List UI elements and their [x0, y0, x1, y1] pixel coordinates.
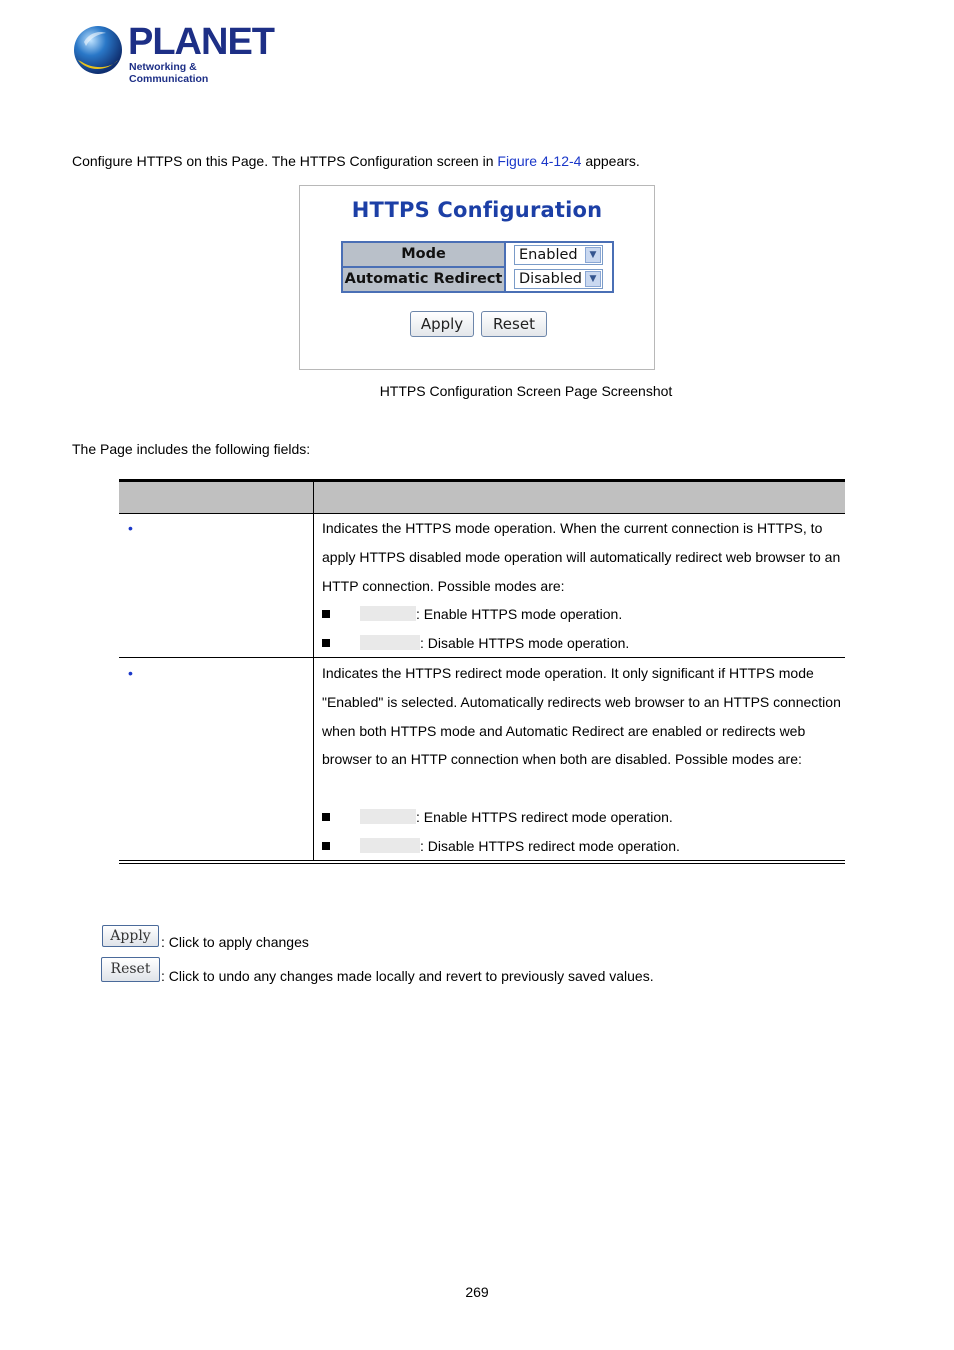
list-item	[322, 633, 629, 653]
bullet-icon: •	[128, 665, 133, 681]
list-item	[322, 807, 673, 827]
brand-tagline: Networking & Communication	[129, 61, 209, 85]
square-bullet-icon	[322, 813, 330, 821]
redacted-value	[360, 838, 420, 853]
redirect-select[interactable]	[514, 269, 603, 289]
planet-logo	[72, 21, 274, 85]
mode-row	[343, 243, 612, 267]
list-item	[322, 836, 680, 856]
mode-description: Indicates the HTTPS mode operation. When the current connection is HTTPS, to apply HTTPS disabled mode operation will automatically redirect web browser to an HTTP connection. Possible modes are:	[322, 520, 841, 594]
legend-apply-text: : Click to apply changes	[161, 934, 309, 950]
mode-value: Enabled	[519, 247, 578, 263]
https-config-screenshot	[299, 185, 655, 370]
square-bullet-icon	[322, 610, 330, 618]
table-header	[119, 482, 845, 513]
redacted-value	[360, 606, 416, 621]
intro-text	[72, 153, 640, 169]
fields-intro: The Page includes the following fields:	[72, 441, 311, 457]
chevron-down-icon: ▼	[585, 247, 601, 263]
redirect-description: Indicates the HTTPS redirect mode operation. It only significant if HTTPS mode "Enabled" is selected. Automatically redirects web browser to an HTTPS connection when both HTTPS mode and Automatic Redirect are enabled or redirects web browser to an HTTP connection when both are disabled. Possible modes are:	[322, 665, 841, 768]
option-text: : Disable HTTPS redirect mode operation.	[420, 838, 680, 854]
redirect-label: Automatic Redirect	[343, 268, 506, 291]
figure-link[interactable]: Figure 4-12-4	[497, 153, 582, 169]
globe-icon	[72, 24, 124, 76]
legend-apply-button[interactable]: Apply	[102, 925, 159, 947]
redacted-value	[360, 809, 416, 824]
row-divider	[119, 657, 845, 658]
bullet-icon: •	[128, 520, 133, 536]
square-bullet-icon	[322, 639, 330, 647]
chevron-down-icon: ▼	[585, 271, 601, 287]
apply-button[interactable]: Apply	[410, 311, 474, 337]
figure-title: HTTPS Configuration	[351, 198, 603, 222]
fields-table	[119, 479, 845, 864]
column-divider	[313, 482, 314, 861]
figure-caption: HTTPS Configuration Screen Page Screenshot	[379, 383, 673, 399]
legend-reset-text: : Click to undo any changes made locally and revert to previously saved values.	[161, 968, 654, 984]
redacted-value	[360, 635, 420, 650]
option-text: : Enable HTTPS redirect mode operation.	[416, 809, 673, 825]
list-item	[322, 604, 622, 624]
legend-reset-button[interactable]: Reset	[101, 957, 160, 982]
reset-button[interactable]: Reset	[481, 311, 547, 337]
config-table	[341, 241, 614, 293]
option-text: : Disable HTTPS mode operation.	[420, 635, 630, 651]
intro-before: Configure HTTPS on this Page. The HTTPS Configuration screen in	[72, 153, 498, 169]
square-bullet-icon	[322, 842, 330, 850]
brand-name: PLANET	[128, 21, 274, 63]
table-bottom-rule	[119, 860, 845, 861]
mode-select[interactable]	[514, 245, 603, 265]
table-bottom-rule	[119, 863, 845, 864]
page-number: 269	[465, 1284, 489, 1300]
redirect-row	[343, 268, 612, 292]
option-text: : Enable HTTPS mode operation.	[416, 606, 623, 622]
intro-after: appears.	[581, 153, 640, 169]
redirect-value: Disabled	[519, 271, 582, 287]
mode-label: Mode	[343, 243, 506, 266]
